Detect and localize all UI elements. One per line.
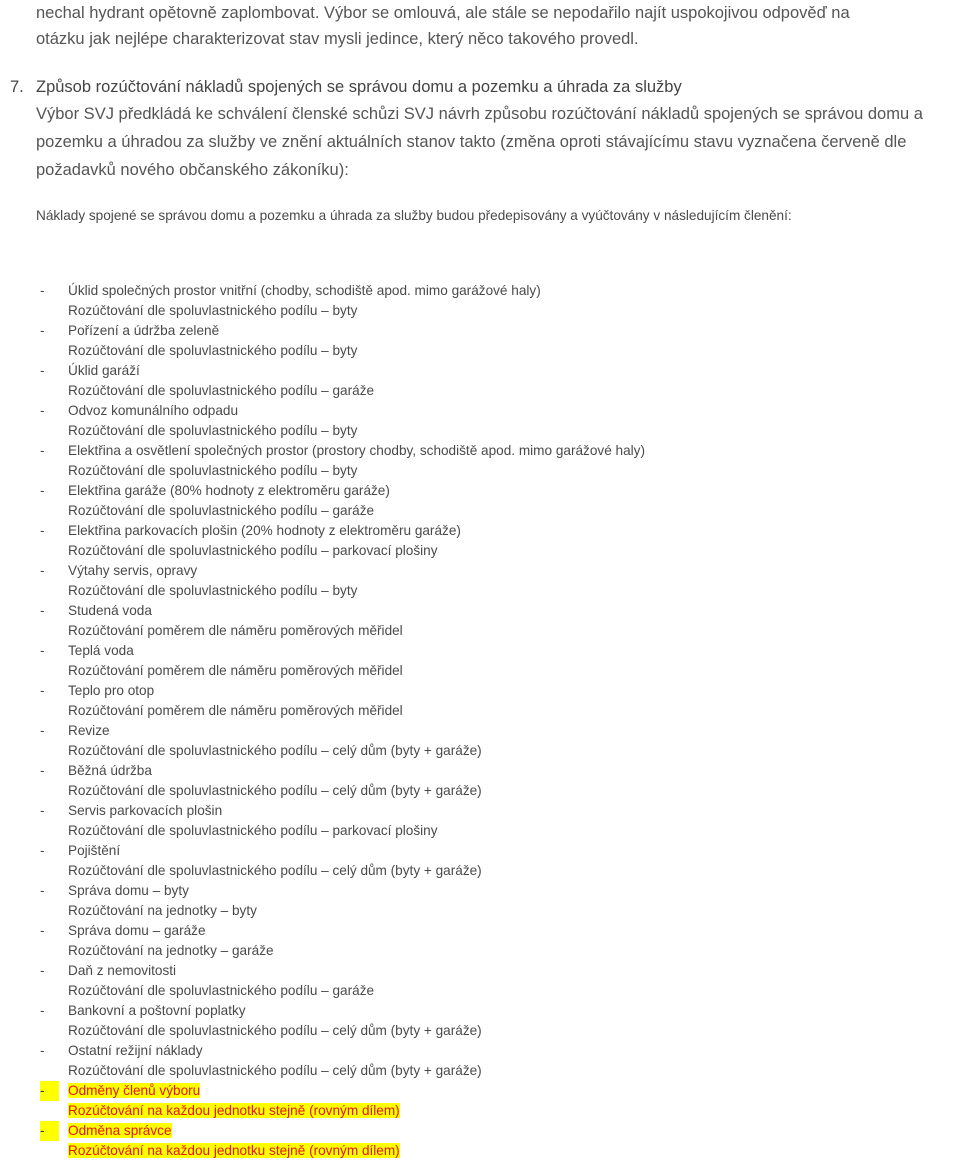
dash-marker: - xyxy=(40,803,45,818)
dash-marker: - xyxy=(40,883,45,898)
item-method: Rozúčtování dle spoluvlastnického podílu – parkovací plošiny xyxy=(68,823,438,838)
item-label: Studená voda xyxy=(68,603,152,618)
item-method: Rozúčtování poměrem dle náměru poměrových měřidel xyxy=(68,623,403,638)
dash-marker: - xyxy=(40,403,45,418)
item-label: Pojištění xyxy=(68,843,121,858)
list-item xyxy=(36,361,936,401)
dash-marker: - xyxy=(40,763,45,778)
item-label: Teplá voda xyxy=(68,643,134,658)
dash-marker: - xyxy=(40,443,45,458)
list-item xyxy=(36,921,936,961)
dash-marker: - xyxy=(40,323,45,338)
dash-marker: - xyxy=(40,843,45,858)
dash-marker: - xyxy=(40,1043,45,1058)
list-item xyxy=(36,401,936,441)
item-label: Úklid společných prostor vnitřní (chodby, schodiště apod. mimo garážové haly) xyxy=(68,283,541,298)
item-label: Odměna správce xyxy=(68,1123,172,1138)
list-item xyxy=(36,321,936,361)
item-method: Rozúčtování na každou jednotku stejně (rovným dílem) xyxy=(68,1143,400,1158)
list-item xyxy=(36,801,936,841)
dash-marker: - xyxy=(40,723,45,738)
list-item xyxy=(36,561,936,601)
item-label: Elektřina garáže (80% hodnoty z elektroměru garáže) xyxy=(68,483,390,498)
list-item xyxy=(36,641,936,681)
section-paragraph: Výbor SVJ předkládá ke schválení členské schůzi SVJ návrh způsobu rozúčtování nákladů spojených se správou domu a pozemku a úhradou za služby ve znění aktuálních stanov takto (změna oproti stávajícímu stavu vyznačena červeně dle požadavků nového občanského zákoníku): xyxy=(36,105,923,179)
item-method: Rozúčtování dle spoluvlastnického podílu – celý dům (byty + garáže) xyxy=(68,1023,482,1038)
item-method: Rozúčtování poměrem dle náměru poměrových měřidel xyxy=(68,703,403,718)
item-label: Elektřina a osvětlení společných prostor (prostory chodby, schodiště apod. mimo garážové haly) xyxy=(68,443,646,458)
dash-marker: - xyxy=(40,643,45,658)
item-label: Servis parkovacích plošin xyxy=(68,803,223,818)
item-label: Běžná údržba xyxy=(68,763,152,778)
item-method: Rozúčtování na jednotky – garáže xyxy=(68,943,274,958)
item-label: Daň z nemovitosti xyxy=(68,963,177,978)
list-item xyxy=(36,441,936,481)
cost-breakdown-intro: Náklady spojené se správou domu a pozemku a úhrada za služby budou předepisovány a vyúčtovány v následujícím členění: xyxy=(36,208,792,223)
highlighted-list-item xyxy=(36,1081,936,1121)
item-method: Rozúčtování dle spoluvlastnického podílu – byty xyxy=(68,463,358,478)
item-method: Rozúčtování dle spoluvlastnického podílu – celý dům (byty + garáže) xyxy=(68,1063,482,1078)
intro-line: otázku jak nejlépe charakterizovat stav mysli jedince, který něco takového provedl. xyxy=(36,30,639,48)
item-label: Revize xyxy=(68,723,110,738)
dash-marker: - xyxy=(40,483,45,498)
item-label: Odvoz komunálního odpadu xyxy=(68,403,239,418)
list-item xyxy=(36,761,936,801)
list-item xyxy=(36,881,936,921)
dash-marker: - xyxy=(40,963,45,978)
list-item xyxy=(36,681,936,721)
intro-paragraph xyxy=(36,0,956,52)
item-label: Úklid garáží xyxy=(68,363,140,378)
section-title: Způsob rozúčtování nákladů spojených se správou domu a pozemku a úhrada za služby xyxy=(36,78,682,96)
item-label: Pořízení a údržba zeleně xyxy=(68,323,220,338)
item-method: Rozúčtování dle spoluvlastnického podílu – garáže xyxy=(68,503,375,518)
list-item xyxy=(36,1001,936,1041)
item-method: Rozúčtování dle spoluvlastnického podílu – byty xyxy=(68,303,358,318)
item-method: Rozúčtování poměrem dle náměru poměrových měřidel xyxy=(68,663,403,678)
dash-marker: - xyxy=(40,1121,59,1141)
item-label: Odměny členů výboru xyxy=(68,1083,201,1098)
section-heading xyxy=(10,74,950,100)
list-item xyxy=(36,481,936,521)
item-label: Elektřina parkovacích plošin (20% hodnoty z elektroměru garáže) xyxy=(68,523,461,538)
dash-marker: - xyxy=(40,563,45,578)
list-item xyxy=(36,961,936,1001)
list-item xyxy=(36,841,936,881)
item-method: Rozúčtování dle spoluvlastnického podílu – byty xyxy=(68,343,358,358)
item-method: Rozúčtování dle spoluvlastnického podílu – celý dům (byty + garáže) xyxy=(68,863,482,878)
dash-marker: - xyxy=(40,1081,59,1101)
item-method: Rozúčtování dle spoluvlastnického podílu – garáže xyxy=(68,983,375,998)
dash-marker: - xyxy=(40,283,45,298)
dash-marker: - xyxy=(40,923,45,938)
dash-marker: - xyxy=(40,603,45,618)
dash-marker: - xyxy=(40,683,45,698)
dash-marker: - xyxy=(40,523,45,538)
item-method: Rozúčtování dle spoluvlastnického podílu – garáže xyxy=(68,383,375,398)
section-number: 7. xyxy=(10,78,24,96)
intro-line: nechal hydrant opětovně zaplombovat. Výbor se omlouvá, ale stále se nepodařilo najít uspokojivou odpověď na xyxy=(36,4,850,22)
list-item xyxy=(36,1041,936,1081)
item-label: Výtahy servis, opravy xyxy=(68,563,198,578)
item-method: Rozúčtování dle spoluvlastnického podílu – byty xyxy=(68,583,358,598)
list-item xyxy=(36,721,936,761)
item-label: Správa domu – garáže xyxy=(68,923,206,938)
cost-item-list xyxy=(36,281,936,1161)
list-item xyxy=(36,281,936,321)
item-label: Správa domu – byty xyxy=(68,883,189,898)
item-method: Rozúčtování dle spoluvlastnického podílu – byty xyxy=(68,423,358,438)
highlighted-list-item xyxy=(36,1121,936,1161)
item-method: Rozúčtování dle spoluvlastnického podílu – celý dům (byty + garáže) xyxy=(68,743,482,758)
list-item xyxy=(36,521,936,561)
item-method: Rozúčtování na každou jednotku stejně (rovným dílem) xyxy=(68,1103,400,1118)
dash-marker: - xyxy=(40,1003,45,1018)
item-label: Ostatní režijní náklady xyxy=(68,1043,203,1058)
item-method: Rozúčtování dle spoluvlastnického podílu – parkovací plošiny xyxy=(68,543,438,558)
item-label: Teplo pro otop xyxy=(68,683,155,698)
item-method: Rozúčtování dle spoluvlastnického podílu – celý dům (byty + garáže) xyxy=(68,783,482,798)
item-label: Bankovní a poštovní poplatky xyxy=(68,1003,246,1018)
dash-marker: - xyxy=(40,363,45,378)
item-method: Rozúčtování na jednotky – byty xyxy=(68,903,257,918)
list-item xyxy=(36,601,936,641)
